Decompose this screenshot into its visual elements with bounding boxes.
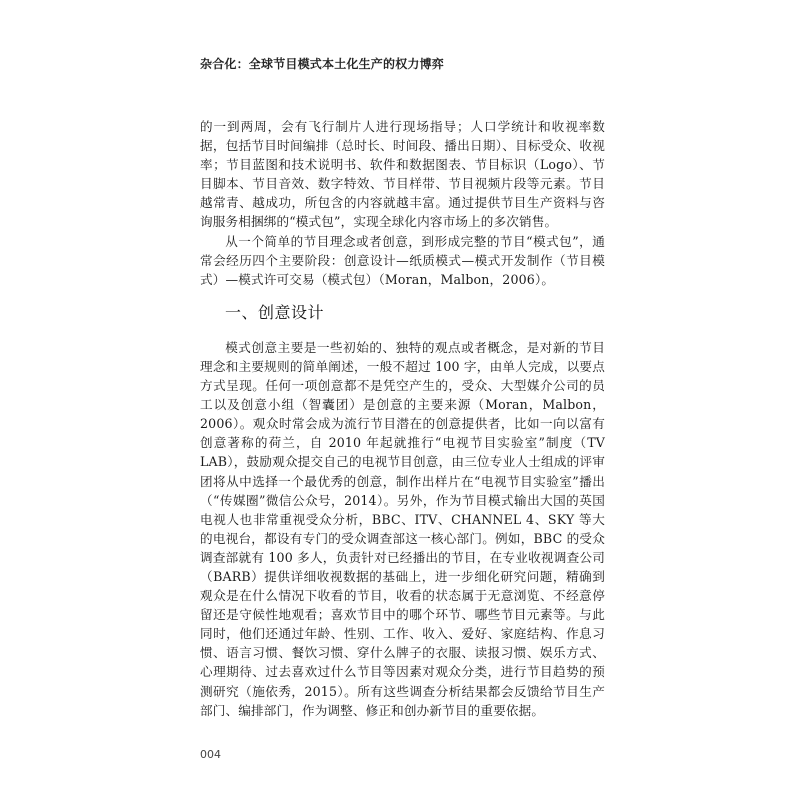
paragraph-creative-design: 模式创意主要是一些初始的、独特的观点或者概念，是对新的节目理念和主要规则的简单阐述，一般不超过 100 字，由单人完成，以要点方式呈现。任何一项创意都不是凭空产生的，受众、大型媒介公司的员工以及创意小组（智囊团）是创意的主要来源（Moran，Malbon，2006）。观众时常会成为流行节目潜在的创意提供者，比如一向以富有创意著称的荷兰，自 2010 年起就推行“电视节目实验室”制度（TV LAB），鼓励观众提交自己的电视节目创意，由三位专业人士组成的评审团将从中选择一个最优秀的创意，制作出样片在“电视节目实验室”播出（“传媒圈”微信公众号，2014）。另外，作为节目模式输出大国的英国电视人也非常重视受众分析，BBC、ITV、CHANNEL 4、SKY 等大的电视台，都设有专门的受众调查部这一核心部门。例如，BBC 的受众调查部就有 100 多人，负责针对已经播出的节目，在专业收视调查公司（BARB）提供详细收视数据的基础上，进一步细化研究问题，精确到观众是在什么情况下收看的节目，收看的状态属于无意浏览、不经意停留还是守候性地观看；喜欢节目中的哪个环节、哪些节目元素等。与此同时，他们还通过年龄、性别、工作、收入、爱好、家庭结构、作息习惯、语言习惯、餐饮习惯、穿什么牌子的衣服、读报习惯、娱乐方式、心理期待、过去喜欢过什么节目等因素对观众分类，进行节目趋势的预测研究（施依秀，2015）。所有这些调查分析结果都会反馈给节目生产部门、编排部门，作为调整、修正和创办新节目的重要依据。	[200, 339, 605, 718]
running-head: 杂合化：全球节目模式本土化生产的权力博弈	[200, 57, 445, 71]
section-heading: 一、创意设计	[225, 302, 325, 322]
paragraph-stages: 从一个简单的节目理念或者创意，到形成完整的节目“模式包”，通常会经历四个主要阶段：创意设计—纸质模式—模式开发制作（节目模式）—模式许可交易（模式包）（Moran，Malbon，2006）。	[200, 233, 605, 287]
page-number: 004	[200, 748, 221, 761]
body-text	[200, 117, 605, 720]
paragraph-continuation: 的一到两周，会有飞行制片人进行现场指导；人口学统计和收视率数据，包括节目时间编排（总时长、时间段、播出日期）、目标受众、收视率；节目蓝图和技术说明书、软件和数据图表、节目标识（Logo）、节目脚本、节目音效、数字特效、节目样带、节目视频片段等元素。节目越常青、越成功，所包含的内容就越丰富。通过提供节目生产资料与咨询服务相捆绑的“模式包”，实现全球化内容市场上的多次销售。	[200, 119, 605, 230]
